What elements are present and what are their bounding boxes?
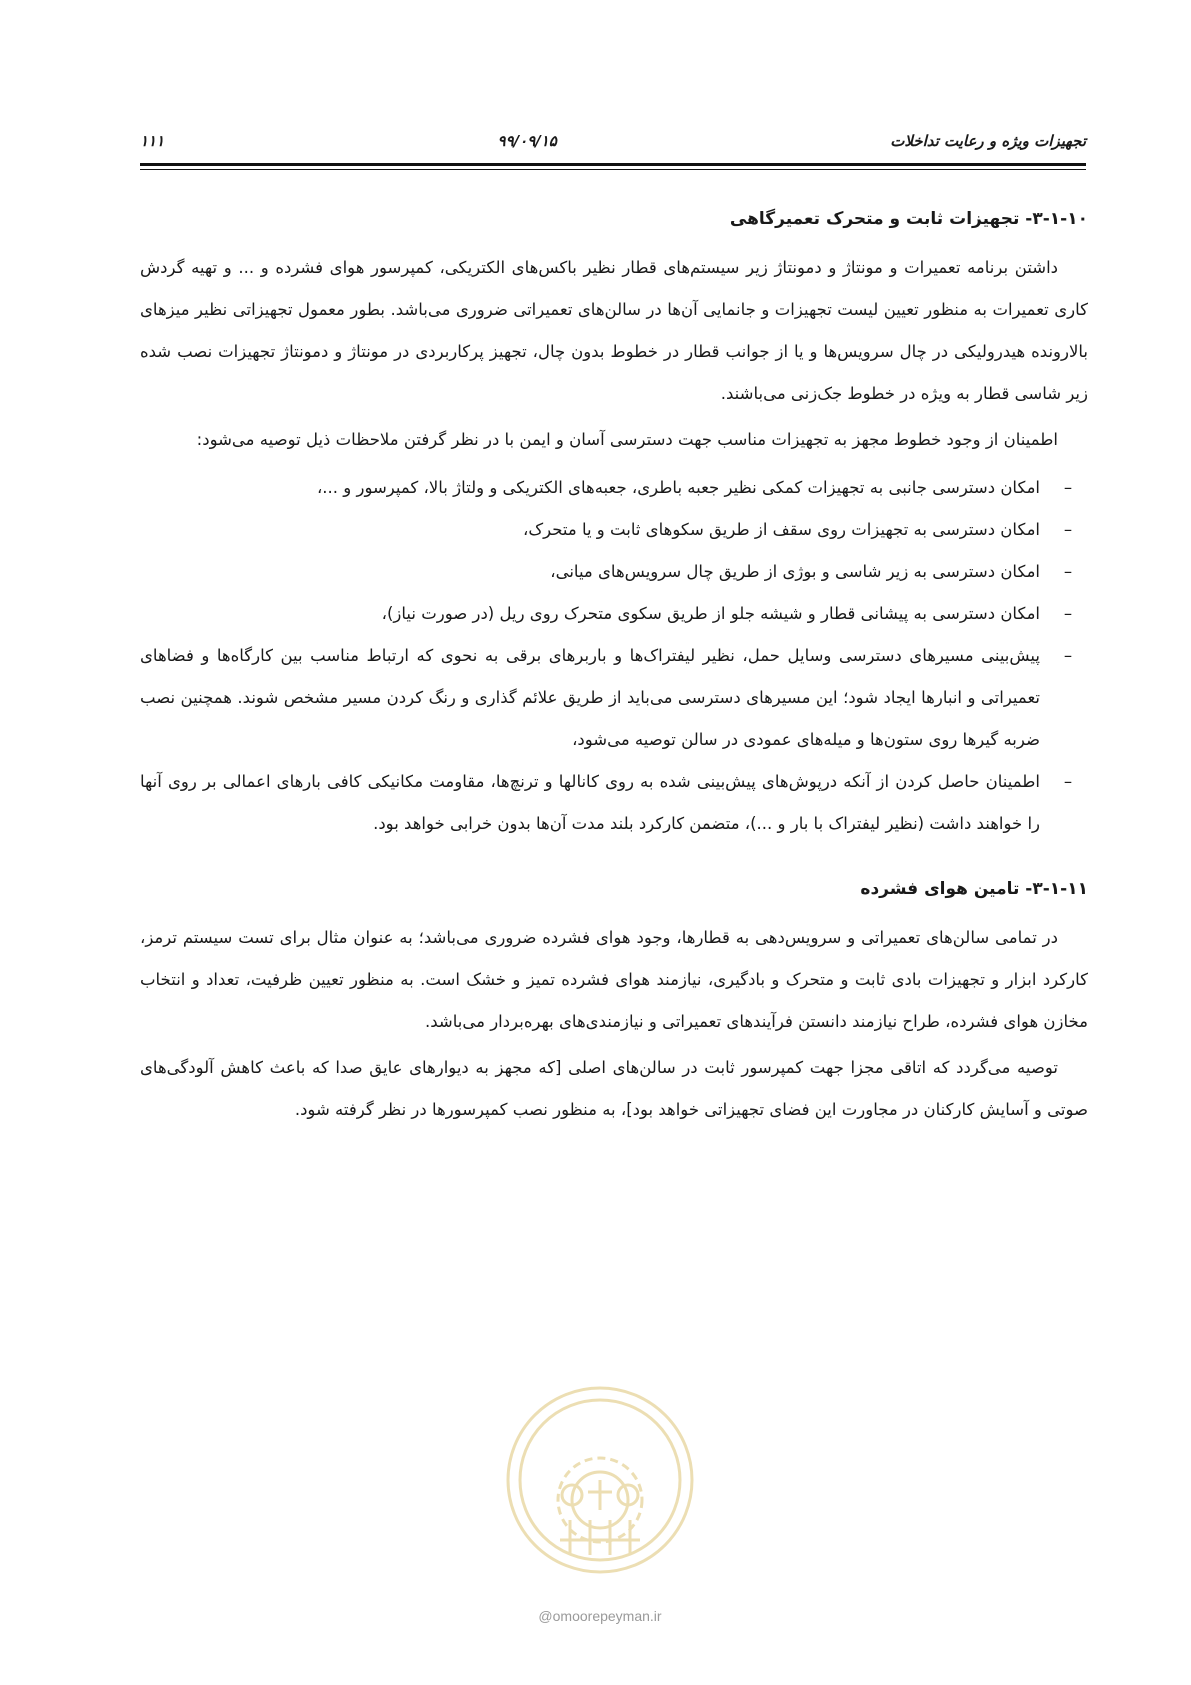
paragraph: اطمینان از وجود خطوط مجهز به تجهیزات مناسب جهت دسترسی آسان و ایمن با در نظر گرفتن ملاحظات ذیل توصیه می‌شود: [196,430,1058,449]
requirements-list [140,467,1088,845]
paragraph: توصیه می‌گردد که اتاقی مجزا جهت کمپرسور ثابت در سالن‌های اصلی [که مجهز به دیوارهای عایق صدا که باعث کاهش آلودگی‌های صوتی و آسایش کارکنان در مجاورت این فضای تجهیزاتی خواهد بود]، به منظور نصب کمپرسورها در نظر گرفته شود. [140,1058,1088,1119]
header-date: ۹۹/۰۹/۱۵ [497,132,557,150]
section-heading-equipment: ۳-۱-۱۰- تجهیزات ثابت و متحرک تعمیرگاهی [729,209,1088,229]
dash-bullet: – [1063,562,1073,581]
list-item-text: امکان دسترسی به زیر شاسی و بوژی از طریق چال سرویس‌های میانی، [550,562,1040,581]
dash-bullet: – [1063,478,1073,497]
header-rule-thin [140,169,1086,170]
list-item [140,551,1088,593]
section-gap [140,845,1088,875]
page-number: ۱۱۱ [140,132,165,150]
list-item [140,593,1088,635]
list-item-text: امکان دسترسی به تجهیزات روی سقف از طریق سکوهای ثابت و یا متحرک، [523,520,1040,539]
list-item-text: امکان دسترسی به پیشانی قطار و شیشه جلو از طریق سکوی متحرک روی ریل (در صورت نیاز)، [381,604,1040,623]
dash-bullet: – [1063,646,1073,665]
paragraph: داشتن برنامه تعمیرات و مونتاژ و دمونتاژ زیر سیستم‌های قطار نظیر باکس‌های الکتریکی، کمپرسور هوای فشرده و ... و تهیه گردش کاری تعمیرات به منظور تعیین لیست تجهیزات و جانمایی آن‌ها در سالن‌های تعمیراتی ضروری می‌باشد. بطور معمول تجهیزاتی نظیر میزهای بالارونده هیدرولیکی در چال سرویس‌ها و یا از جوانب قطار در خطوط بدون چال، تجهیز پرکاربردی در مونتاژ و دمونتاژ تجهیزات نصب شده زیر شاسی قطار به ویژه در خطوط جک‌زنی می‌باشند. [140,258,1088,403]
dash-bullet: – [1063,772,1073,791]
list-item-text: امکان دسترسی جانبی به تجهیزات کمکی نظیر جعبه باطری، جعبه‌های الکتریکی و ولتاژ بالا، کمپرسور و ...، [316,478,1040,497]
list-item-text: اطمینان حاصل کردن از آنکه درپوش‌های پیش‌بینی شده به روی کانالها و ترنچ‌ها، مقاومت مکانیکی کافی بارهای اعمالی بر روی آنها را خواهند داشت (نظیر لیفتراک با بار و ...)، متضمن کارکرد بلند مدت آن‌ها بدون خرابی خواهد بود. [140,772,1040,833]
header-rule-thick [140,163,1086,166]
paragraph: در تمامی سالن‌های تعمیراتی و سرویس‌دهی به قطارها، وجود هوای فشرده ضروری می‌باشد؛ به عنوان مثال برای تست سیستم ترمز، کارکرد ابزار و تجهیزات بادی ثابت و متحرک و بادگیری، نیازمند هوای فشرده تمیز و خشک است. به منظور تعیین ظرفیت، تعداد و انتخاب مخازن هوای فشرده، طراح نیازمند دانستن فرآیندهای تعمیراتی و نیازمندی‌های بهره‌بردار می‌باشد. [140,928,1088,1031]
list-item [140,635,1088,761]
header-title: تجهیزات ویژه و رعایت تداخلات [890,132,1086,150]
page-body [140,205,1088,1135]
seal-watermark-icon [500,1380,700,1580]
dash-bullet: – [1063,604,1073,623]
running-header [140,128,1086,154]
dash-bullet: – [1063,520,1073,539]
section-heading-compressed-air: ۳-۱-۱۱- تامین هوای فشرده [860,879,1088,899]
list-item [140,761,1088,845]
list-item-text: پیش‌بینی مسیرهای دسترسی وسایل حمل، نظیر لیفتراک‌ها و باربرهای برقی به نحوی که ارتباط مناسب بین کارگاه‌ها و فضاهای تعمیراتی و انبارها ایجاد شود؛ این مسیرهای دسترسی می‌باید از طریق علائم گذاری و رنگ کردن مسیر مشخص شوند. همچنین نصب ضربه گیرها روی ستون‌ها و میله‌های عمودی در سالن توصیه می‌شود، [140,646,1040,749]
list-item [140,467,1088,509]
watermark-caption: @omoorepeyman.ir [538,1608,662,1624]
list-item [140,509,1088,551]
